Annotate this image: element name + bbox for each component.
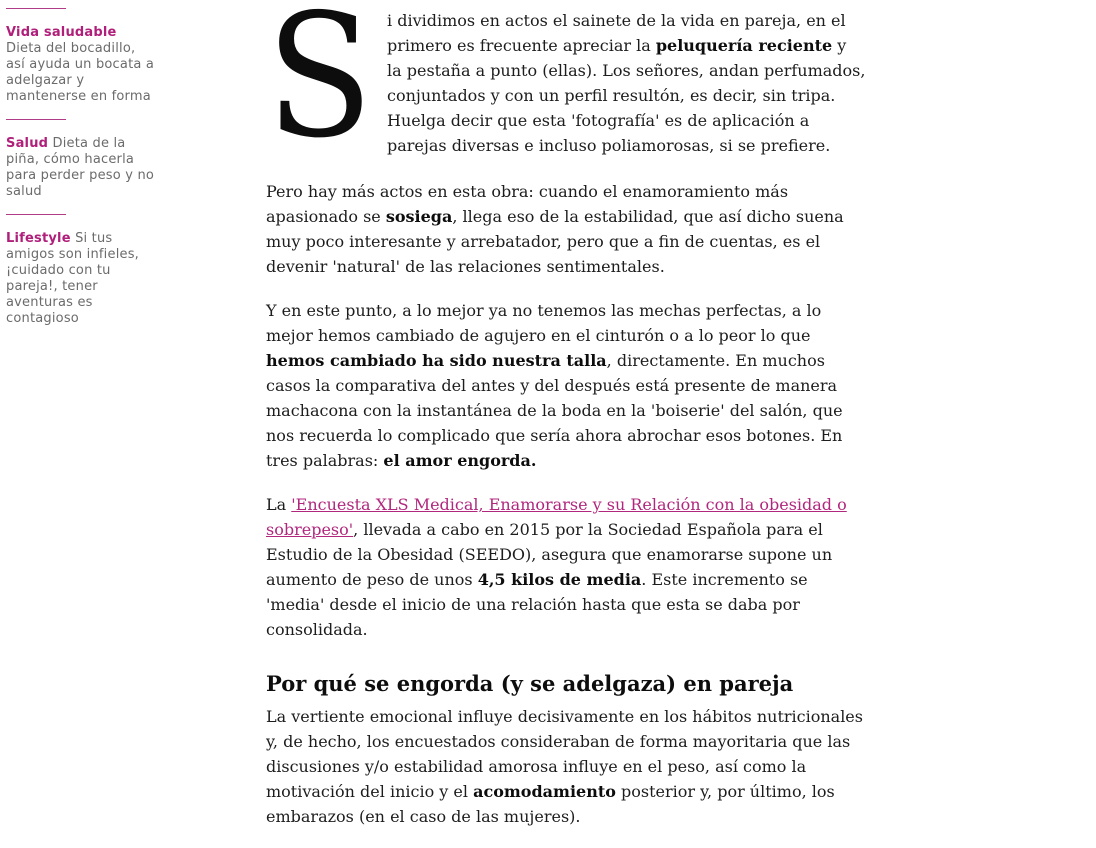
lead-paragraph	[266, 0, 866, 176]
related-item-tag[interactable]: Salud	[6, 136, 49, 151]
paragraph	[266, 179, 866, 279]
text-run: i dividimos en actos el sainete de la vida en pareja, en el primero es frecuente apreciar la	[387, 11, 846, 55]
text-run: posterior y, por último, los embarazos (en el caso de las mujeres).	[266, 782, 835, 826]
related-item-title[interactable]: Si tus amigos son infieles, ¡cuidado con tu pareja!, tener aventuras es contagioso	[6, 231, 140, 326]
related-item-title[interactable]: Dieta del bocadillo, así ayuda un bocata a adelgazar y mantenerse en forma	[6, 41, 155, 104]
related-sidebar	[6, 0, 156, 327]
text-run: La vertiente emocional influye decisivamente en los hábitos nutricionales y, de hecho, los encuestados consideraban de forma mayoritaria que las discusiones y/o estabilidad amorosa influye en el peso, así como la motivación del inicio y el	[266, 707, 863, 801]
text-run: La	[266, 495, 292, 514]
text-run: , directamente. En muchos casos la comparativa del antes y del después está presente de manera machacona con la instantánea de la boda en la 'boiserie' del salón, que nos recuerda lo complicado que sería ahora abrochar esos botones. En tres palabras:	[266, 351, 843, 470]
related-item-title[interactable]: Dieta de la piña, cómo hacerla para perder peso y no salud	[6, 136, 155, 199]
divider	[6, 8, 66, 9]
bold-text: sosiega	[385, 207, 453, 226]
text-run: Pero hay más actos en esta obra: cuando el enamoramiento más apasionado se	[266, 182, 789, 226]
text-run: Y en este punto, a lo mejor ya no tenemos las mechas perfectas, a lo mejor hemos cambiado de agujero en el cinturón o a lo peor lo que	[266, 301, 822, 345]
text-run: . Este incremento se 'media' desde el inicio de una relación hasta que esta se daba por consolidada.	[266, 570, 808, 639]
text-run: y la pestaña a punto (ellas). Los señores, andan perfumados, conjuntados y con un perfil resultón, es decir, sin tripa. Huelga decir que esta 'fotografía' es de aplicación a parejas diversas e incluso poliamorosas, si se prefiere.	[387, 36, 866, 155]
text-run: , llega eso de la estabilidad, que así dicho suena muy poco interesante y arrebatador, pero que a fin de cuentas, es el devenir 'natural' de las relaciones sentimentales.	[266, 207, 844, 276]
related-item-vida-saludable[interactable]	[6, 25, 156, 105]
bold-text: peluquería reciente	[655, 36, 833, 55]
divider	[6, 119, 66, 120]
bold-text: el amor engorda.	[383, 451, 537, 470]
section-heading: Por qué se engorda (y se adelgaza) en pareja	[266, 671, 794, 696]
related-item-lifestyle[interactable]	[6, 231, 156, 327]
lead-text	[387, 0, 866, 158]
related-item-tag[interactable]: Lifestyle	[6, 231, 71, 246]
text-run: , llevada a cabo en 2015 por la Sociedad Española para el Estudio de la Obesidad (SEEDO), asegura que enamorarse supone un aumento de peso de unos	[266, 520, 833, 589]
divider	[6, 214, 66, 215]
paragraph	[266, 298, 866, 473]
related-item-salud[interactable]	[6, 136, 156, 200]
paragraph	[266, 704, 866, 829]
bold-text: hemos cambiado ha sido nuestra talla	[266, 351, 607, 370]
bold-text: acomodamiento	[473, 782, 616, 801]
related-item-tag[interactable]: Vida saludable	[6, 25, 117, 40]
paragraph	[266, 492, 866, 642]
survey-link[interactable]: 'Encuesta XLS Medical, Enamorarse y su Relación con la obesidad o sobrepeso'	[266, 495, 847, 539]
bold-text: 4,5 kilos de media	[477, 570, 642, 589]
article-body	[266, 0, 866, 848]
drop-cap: S	[266, 0, 372, 176]
